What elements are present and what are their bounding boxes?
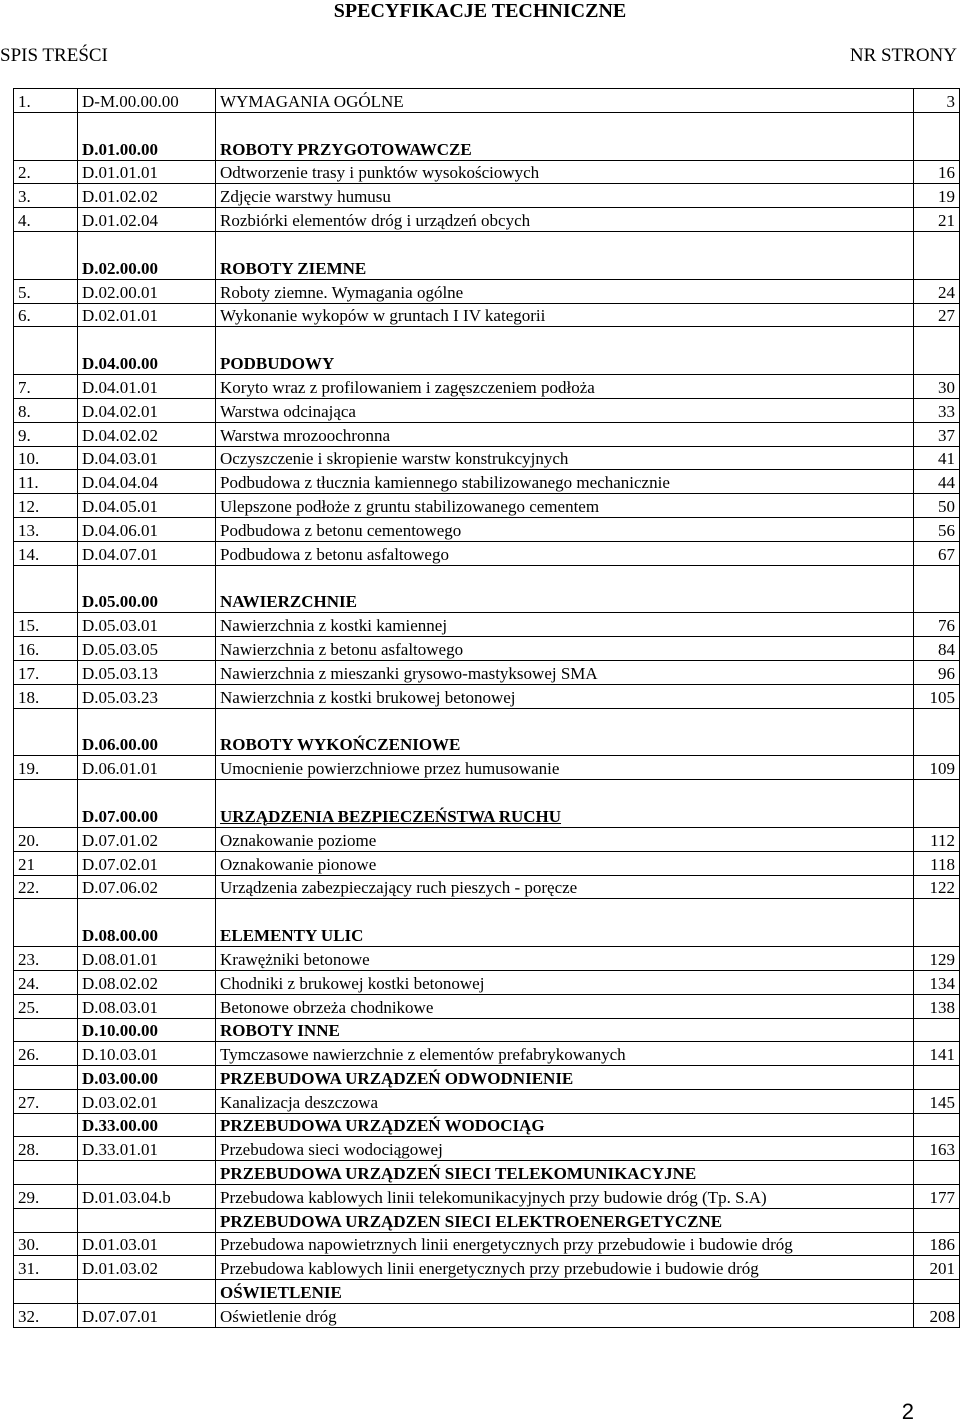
- entry-number: 1.: [14, 89, 78, 113]
- entry-title: Oznakowanie poziome: [216, 827, 914, 851]
- entry-number: [14, 1280, 78, 1304]
- entry-code: D.05.03.01: [78, 613, 216, 637]
- entry-page: 177: [914, 1185, 960, 1209]
- entry-number: 2.: [14, 160, 78, 184]
- entry-code: D.07.00.00: [78, 804, 216, 827]
- table-row: [14, 303, 960, 327]
- table-row: [14, 1256, 960, 1280]
- page-number: 2: [901, 1399, 914, 1424]
- entry-title: Kanalizacja deszczowa: [216, 1089, 914, 1113]
- entry-code: D.08.02.02: [78, 970, 216, 994]
- entry-code: D.08.01.01: [78, 947, 216, 971]
- entry-title: Nawierzchnia z kostki brukowej betonowej: [216, 684, 914, 708]
- entry-code: D.02.00.01: [78, 279, 216, 303]
- section-header-row: [14, 590, 960, 613]
- table-row: [14, 875, 960, 899]
- spacer-cell: [78, 780, 216, 805]
- entry-page: 141: [914, 1042, 960, 1066]
- entry-title: Wykonanie wykopów w gruntach I IV kategorii: [216, 303, 914, 327]
- table-row: [14, 470, 960, 494]
- table-row: [14, 1232, 960, 1256]
- spacer-cell: [78, 112, 216, 137]
- entry-page: [914, 1018, 960, 1042]
- entry-code: D.07.06.02: [78, 875, 216, 899]
- entry-code: [78, 1280, 216, 1304]
- entry-title: Tymczasowe nawierzchnie z elementów prefabrykowanych: [216, 1042, 914, 1066]
- entry-title: Roboty ziemne. Wymagania ogólne: [216, 279, 914, 303]
- entry-page: 145: [914, 1089, 960, 1113]
- entry-number: 8.: [14, 398, 78, 422]
- table-row: [14, 89, 960, 113]
- entry-number: 10.: [14, 446, 78, 470]
- entry-page: 201: [914, 1256, 960, 1280]
- entry-title: Warstwa mrozoochronna: [216, 422, 914, 446]
- entry-code: D.02.00.00: [78, 256, 216, 279]
- table-row: [14, 660, 960, 684]
- entry-page: [914, 590, 960, 613]
- entry-number: [14, 351, 78, 374]
- table-row: [14, 756, 960, 780]
- entry-title: PRZEBUDOWA URZĄDZEŃ WODOCIĄG: [216, 1113, 914, 1137]
- entry-page: 163: [914, 1137, 960, 1161]
- entry-code: D.07.02.01: [78, 851, 216, 875]
- entry-page: [914, 351, 960, 374]
- section-header-row: [14, 804, 960, 827]
- entry-code: D.33.00.00: [78, 1113, 216, 1137]
- section-header-row: [14, 1161, 960, 1185]
- table-row: [14, 613, 960, 637]
- entry-number: [14, 733, 78, 756]
- table-row: [14, 994, 960, 1018]
- table-row: [14, 208, 960, 232]
- section-spacer-row: [14, 565, 960, 590]
- table-row: [14, 1185, 960, 1209]
- entry-title: OŚWIETLENIE: [216, 1280, 914, 1304]
- entry-title: Urządzenia zabezpieczający ruch pieszych - poręcze: [216, 875, 914, 899]
- spacer-cell: [216, 708, 914, 733]
- table-row: [14, 637, 960, 661]
- spacer-cell: [216, 327, 914, 352]
- entry-title: Przebudowa napowietrznych linii energetycznych przy przebudowie i budowie dróg: [216, 1232, 914, 1256]
- entry-title: Przebudowa sieci wodociągowej: [216, 1137, 914, 1161]
- table-row: [14, 494, 960, 518]
- entry-code: D.04.03.01: [78, 446, 216, 470]
- spacer-cell: [216, 565, 914, 590]
- entry-title: ROBOTY INNE: [216, 1018, 914, 1042]
- entry-page: 27: [914, 303, 960, 327]
- entry-page: [914, 256, 960, 279]
- table-row: [14, 851, 960, 875]
- entry-page: 138: [914, 994, 960, 1018]
- entry-code: D.04.06.01: [78, 517, 216, 541]
- entry-number: 26.: [14, 1042, 78, 1066]
- spacer-cell: [216, 899, 914, 924]
- entry-code: D.08.00.00: [78, 923, 216, 946]
- entry-number: 12.: [14, 494, 78, 518]
- entry-code: D.33.01.01: [78, 1137, 216, 1161]
- entry-page: [914, 1113, 960, 1137]
- section-spacer-row: [14, 327, 960, 352]
- entry-number: 18.: [14, 684, 78, 708]
- section-spacer-row: [14, 112, 960, 137]
- entry-page: [914, 137, 960, 160]
- entry-title: Podbudowa z betonu asfaltowego: [216, 541, 914, 565]
- entry-page: 134: [914, 970, 960, 994]
- entry-title: Nawierzchnia z mieszanki grysowo-mastyksowej SMA: [216, 660, 914, 684]
- entry-title: PRZEBUDOWA URZĄDZEŃ SIECI TELEKOMUNIKACYJNE: [216, 1161, 914, 1185]
- section-header-row: [14, 137, 960, 160]
- entry-code: D.04.02.01: [78, 398, 216, 422]
- spacer-cell: [216, 112, 914, 137]
- entry-page: 122: [914, 875, 960, 899]
- entry-code: D.06.00.00: [78, 733, 216, 756]
- entry-code: D.10.03.01: [78, 1042, 216, 1066]
- entry-code: D.01.02.02: [78, 184, 216, 208]
- entry-title: ROBOTY WYKOŃCZENIOWE: [216, 733, 914, 756]
- entry-number: 22.: [14, 875, 78, 899]
- entry-code: D.05.03.23: [78, 684, 216, 708]
- table-row: [14, 947, 960, 971]
- entry-page: 3: [914, 89, 960, 113]
- spacer-cell: [78, 708, 216, 733]
- spacer-cell: [914, 899, 960, 924]
- entry-title: Przebudowa kablowych linii telekomunikacyjnych przy budowie dróg (Tp. S.A): [216, 1185, 914, 1209]
- entry-code: D.04.04.04: [78, 470, 216, 494]
- spacer-cell: [14, 327, 78, 352]
- entry-code: D.08.03.01: [78, 994, 216, 1018]
- entry-page: [914, 1161, 960, 1185]
- spacer-cell: [78, 899, 216, 924]
- section-spacer-row: [14, 780, 960, 805]
- table-row: [14, 1304, 960, 1328]
- entry-code: D.01.00.00: [78, 137, 216, 160]
- entry-number: 13.: [14, 517, 78, 541]
- entry-number: [14, 923, 78, 946]
- table-row: [14, 541, 960, 565]
- entry-title: PODBUDOWY: [216, 351, 914, 374]
- section-header-row: [14, 256, 960, 279]
- table-row: [14, 1089, 960, 1113]
- entry-number: 20.: [14, 827, 78, 851]
- table-row: [14, 160, 960, 184]
- entry-code: D.01.03.04.b: [78, 1185, 216, 1209]
- spacer-cell: [78, 565, 216, 590]
- spacer-cell: [78, 327, 216, 352]
- spacer-cell: [914, 112, 960, 137]
- entry-number: 32.: [14, 1304, 78, 1328]
- entry-number: 14.: [14, 541, 78, 565]
- page-column-heading: NR STRONY: [849, 45, 957, 66]
- entry-number: 30.: [14, 1232, 78, 1256]
- entry-page: 33: [914, 398, 960, 422]
- entry-title: URZĄDZENIA BEZPIECZEŃSTWA RUCHU: [216, 804, 914, 827]
- entry-code: D.07.07.01: [78, 1304, 216, 1328]
- entry-number: 7.: [14, 375, 78, 399]
- entry-code: D.01.01.01: [78, 160, 216, 184]
- table-of-contents: [13, 88, 960, 1328]
- entry-number: 19.: [14, 756, 78, 780]
- entry-page: 50: [914, 494, 960, 518]
- entry-page: 84: [914, 637, 960, 661]
- entry-code: D.03.00.00: [78, 1066, 216, 1090]
- section-spacer-row: [14, 231, 960, 256]
- entry-title: PRZEBUDOWA URZĄDZEŃ ODWODNIENIE: [216, 1066, 914, 1090]
- spacer-cell: [914, 708, 960, 733]
- entry-title: Ulepszone podłoże z gruntu stabilizowanego cementem: [216, 494, 914, 518]
- entry-number: [14, 1161, 78, 1185]
- entry-title: Nawierzchnia z betonu asfaltowego: [216, 637, 914, 661]
- entry-page: 76: [914, 613, 960, 637]
- entry-code: D.05.03.05: [78, 637, 216, 661]
- entry-number: [14, 1066, 78, 1090]
- section-header-row: [14, 733, 960, 756]
- section-header-row: [14, 1280, 960, 1304]
- entry-page: 44: [914, 470, 960, 494]
- entry-page: 16: [914, 160, 960, 184]
- section-header-row: [14, 1113, 960, 1137]
- spacer-cell: [216, 231, 914, 256]
- table-row: [14, 827, 960, 851]
- entry-page: 19: [914, 184, 960, 208]
- entry-number: 25.: [14, 994, 78, 1018]
- entry-number: 17.: [14, 660, 78, 684]
- entry-page: [914, 733, 960, 756]
- entry-title: Umocnienie powierzchniowe przez humusowanie: [216, 756, 914, 780]
- spacer-cell: [914, 327, 960, 352]
- table-row: [14, 1042, 960, 1066]
- entry-number: [14, 1018, 78, 1042]
- entry-page: [914, 1280, 960, 1304]
- entry-number: 9.: [14, 422, 78, 446]
- entry-title: Rozbiórki elementów dróg i urządzeń obcych: [216, 208, 914, 232]
- entry-title: WYMAGANIA OGÓLNE: [216, 89, 914, 113]
- entry-number: 31.: [14, 1256, 78, 1280]
- entry-number: 24.: [14, 970, 78, 994]
- entry-code: D.05.00.00: [78, 590, 216, 613]
- entry-title: Betonowe obrzeża chodnikowe: [216, 994, 914, 1018]
- spacer-cell: [14, 112, 78, 137]
- section-header-row: [14, 1018, 960, 1042]
- spacer-cell: [14, 708, 78, 733]
- entry-title: Oznakowanie pionowe: [216, 851, 914, 875]
- entry-code: D.10.00.00: [78, 1018, 216, 1042]
- entry-number: [14, 804, 78, 827]
- entry-title: Krawężniki betonowe: [216, 947, 914, 971]
- entry-title: Nawierzchnia z kostki kamiennej: [216, 613, 914, 637]
- entry-title: Podbudowa z tłucznia kamiennego stabilizowanego mechanicznie: [216, 470, 914, 494]
- entry-code: D.02.01.01: [78, 303, 216, 327]
- entry-title: Przebudowa kablowych linii energetycznych przy przebudowie i budowie dróg: [216, 1256, 914, 1280]
- entry-code: D.06.01.01: [78, 756, 216, 780]
- entry-number: 15.: [14, 613, 78, 637]
- entry-number: 27.: [14, 1089, 78, 1113]
- table-row: [14, 422, 960, 446]
- section-spacer-row: [14, 708, 960, 733]
- entry-code: D.01.02.04: [78, 208, 216, 232]
- entry-number: 5.: [14, 279, 78, 303]
- table-row: [14, 970, 960, 994]
- entry-page: [914, 1208, 960, 1232]
- spacer-cell: [14, 899, 78, 924]
- entry-page: 41: [914, 446, 960, 470]
- entry-code: D.04.07.01: [78, 541, 216, 565]
- entry-number: 3.: [14, 184, 78, 208]
- spacer-cell: [914, 780, 960, 805]
- entry-page: 21: [914, 208, 960, 232]
- entry-code: D.04.01.01: [78, 375, 216, 399]
- spacer-cell: [14, 231, 78, 256]
- entry-code: [78, 1208, 216, 1232]
- entry-page: [914, 923, 960, 946]
- section-header-row: [14, 1066, 960, 1090]
- entry-title: Zdjęcie warstwy humusu: [216, 184, 914, 208]
- entry-title: ROBOTY ZIEMNE: [216, 256, 914, 279]
- entry-number: 23.: [14, 947, 78, 971]
- entry-number: [14, 137, 78, 160]
- entry-number: 28.: [14, 1137, 78, 1161]
- entry-title: Chodniki z brukowej kostki betonowej: [216, 970, 914, 994]
- entry-title: Oświetlenie dróg: [216, 1304, 914, 1328]
- entry-code: D.04.00.00: [78, 351, 216, 374]
- entry-number: 4.: [14, 208, 78, 232]
- entry-page: 24: [914, 279, 960, 303]
- entry-number: 21: [14, 851, 78, 875]
- spacer-cell: [14, 780, 78, 805]
- entry-title: Podbudowa z betonu cementowego: [216, 517, 914, 541]
- entry-code: [78, 1161, 216, 1185]
- entry-page: 37: [914, 422, 960, 446]
- spacer-cell: [216, 780, 914, 805]
- entry-page: 129: [914, 947, 960, 971]
- entry-number: 16.: [14, 637, 78, 661]
- entry-title: ROBOTY PRZYGOTOWAWCZE: [216, 137, 914, 160]
- section-header-row: [14, 351, 960, 374]
- entry-code: D.04.05.01: [78, 494, 216, 518]
- table-row: [14, 1137, 960, 1161]
- entry-number: 11.: [14, 470, 78, 494]
- table-row: [14, 684, 960, 708]
- entry-title: NAWIERZCHNIE: [216, 590, 914, 613]
- entry-number: [14, 256, 78, 279]
- entry-page: 186: [914, 1232, 960, 1256]
- entry-title: Odtworzenie trasy i punktów wysokościowych: [216, 160, 914, 184]
- entry-number: [14, 1208, 78, 1232]
- entry-code: D-M.00.00.00: [78, 89, 216, 113]
- section-header-row: [14, 923, 960, 946]
- entry-page: [914, 804, 960, 827]
- entry-title: Koryto wraz z profilowaniem i zagęszczeniem podłoża: [216, 375, 914, 399]
- table-row: [14, 446, 960, 470]
- table-row: [14, 398, 960, 422]
- entry-code: D.01.03.02: [78, 1256, 216, 1280]
- entry-code: D.01.03.01: [78, 1232, 216, 1256]
- entry-title: Warstwa odcinająca: [216, 398, 914, 422]
- entry-page: 67: [914, 541, 960, 565]
- entry-page: 56: [914, 517, 960, 541]
- entry-code: D.04.02.02: [78, 422, 216, 446]
- entry-number: 29.: [14, 1185, 78, 1209]
- table-row: [14, 375, 960, 399]
- entry-page: 118: [914, 851, 960, 875]
- toc-heading: SPIS TREŚCI: [0, 45, 108, 66]
- entry-page: 30: [914, 375, 960, 399]
- entry-code: D.03.02.01: [78, 1089, 216, 1113]
- entry-page: [914, 1066, 960, 1090]
- entry-page: 112: [914, 827, 960, 851]
- entry-number: [14, 590, 78, 613]
- table-row: [14, 184, 960, 208]
- entry-number: [14, 1113, 78, 1137]
- entry-title: ELEMENTY ULIC: [216, 923, 914, 946]
- entry-page: 96: [914, 660, 960, 684]
- table-row: [14, 517, 960, 541]
- entry-page: 208: [914, 1304, 960, 1328]
- document-title: SPECYFIKACJE TECHNICZNE: [333, 0, 627, 22]
- entry-number: 6.: [14, 303, 78, 327]
- section-header-row: [14, 1208, 960, 1232]
- entry-code: D.07.01.02: [78, 827, 216, 851]
- spacer-cell: [78, 231, 216, 256]
- entry-page: 109: [914, 756, 960, 780]
- spacer-cell: [914, 565, 960, 590]
- section-spacer-row: [14, 899, 960, 924]
- spacer-cell: [14, 565, 78, 590]
- entry-title: Oczyszczenie i skropienie warstw konstrukcyjnych: [216, 446, 914, 470]
- entry-code: D.05.03.13: [78, 660, 216, 684]
- entry-title: PRZEBUDOWA URZĄDZEN SIECI ELEKTROENERGETYCZNE: [216, 1208, 914, 1232]
- spacer-cell: [914, 231, 960, 256]
- entry-page: 105: [914, 684, 960, 708]
- table-row: [14, 279, 960, 303]
